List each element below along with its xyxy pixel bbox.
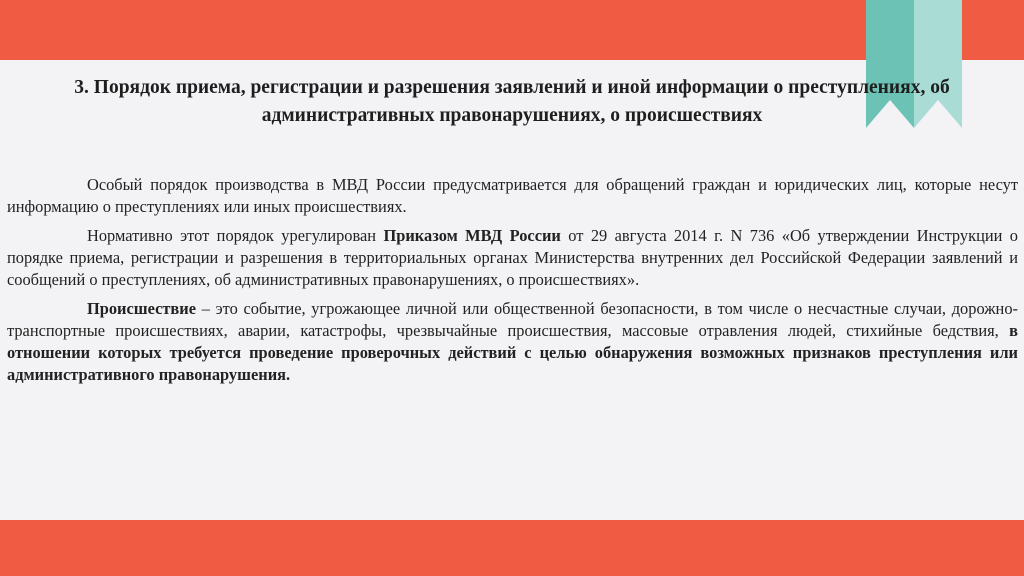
bottom-band bbox=[0, 520, 1024, 576]
paragraph-3-bold-clause: в отношении которых требуется проведение проверочных действий с целью обнаружения возможных признаков преступления или административного правонарушения. bbox=[7, 321, 1018, 384]
slide-title: 3. Порядок приема, регистрации и разрешения заявлений и иной информации о преступлениях, об административных правонарушениях, о происшествиях bbox=[74, 77, 950, 126]
paragraph-incident-definition bbox=[7, 298, 1018, 386]
paragraph-3-definition: – это событие, угрожающее личной или общественной безопасности, в том числе о несчастные случаи, дорожно-транспортные происшествиях, аварии, катастрофы, чрезвычайные происшествия, массовые отравления людей, стихийные бедствия, bbox=[7, 299, 1018, 340]
paragraph-2-lead: Нормативно этот порядок урегулирован bbox=[87, 226, 384, 245]
paragraph-2-rest: от 29 августа 2014 г. N 736 «Об утверждении Инструкции о порядке приема, регистрации и разрешения в территориальных органах Министерства внутренних дел Российской Федерации заявлений и сообщений о преступлениях, об административных правонарушениях, о происшествиях». bbox=[7, 226, 1019, 289]
slide-content bbox=[7, 174, 1018, 393]
paragraph-special-procedure bbox=[7, 174, 1018, 218]
incident-term-bold: Происшествие bbox=[87, 299, 196, 318]
paragraph-regulation bbox=[7, 225, 1018, 291]
order-name-bold: Приказом МВД России bbox=[383, 226, 561, 245]
paragraph-1-text: Особый порядок производства в МВД России предусматривается для обращений граждан и юридических лиц, которые несут информацию о преступлениях или иных происшествиях. bbox=[7, 175, 1018, 216]
